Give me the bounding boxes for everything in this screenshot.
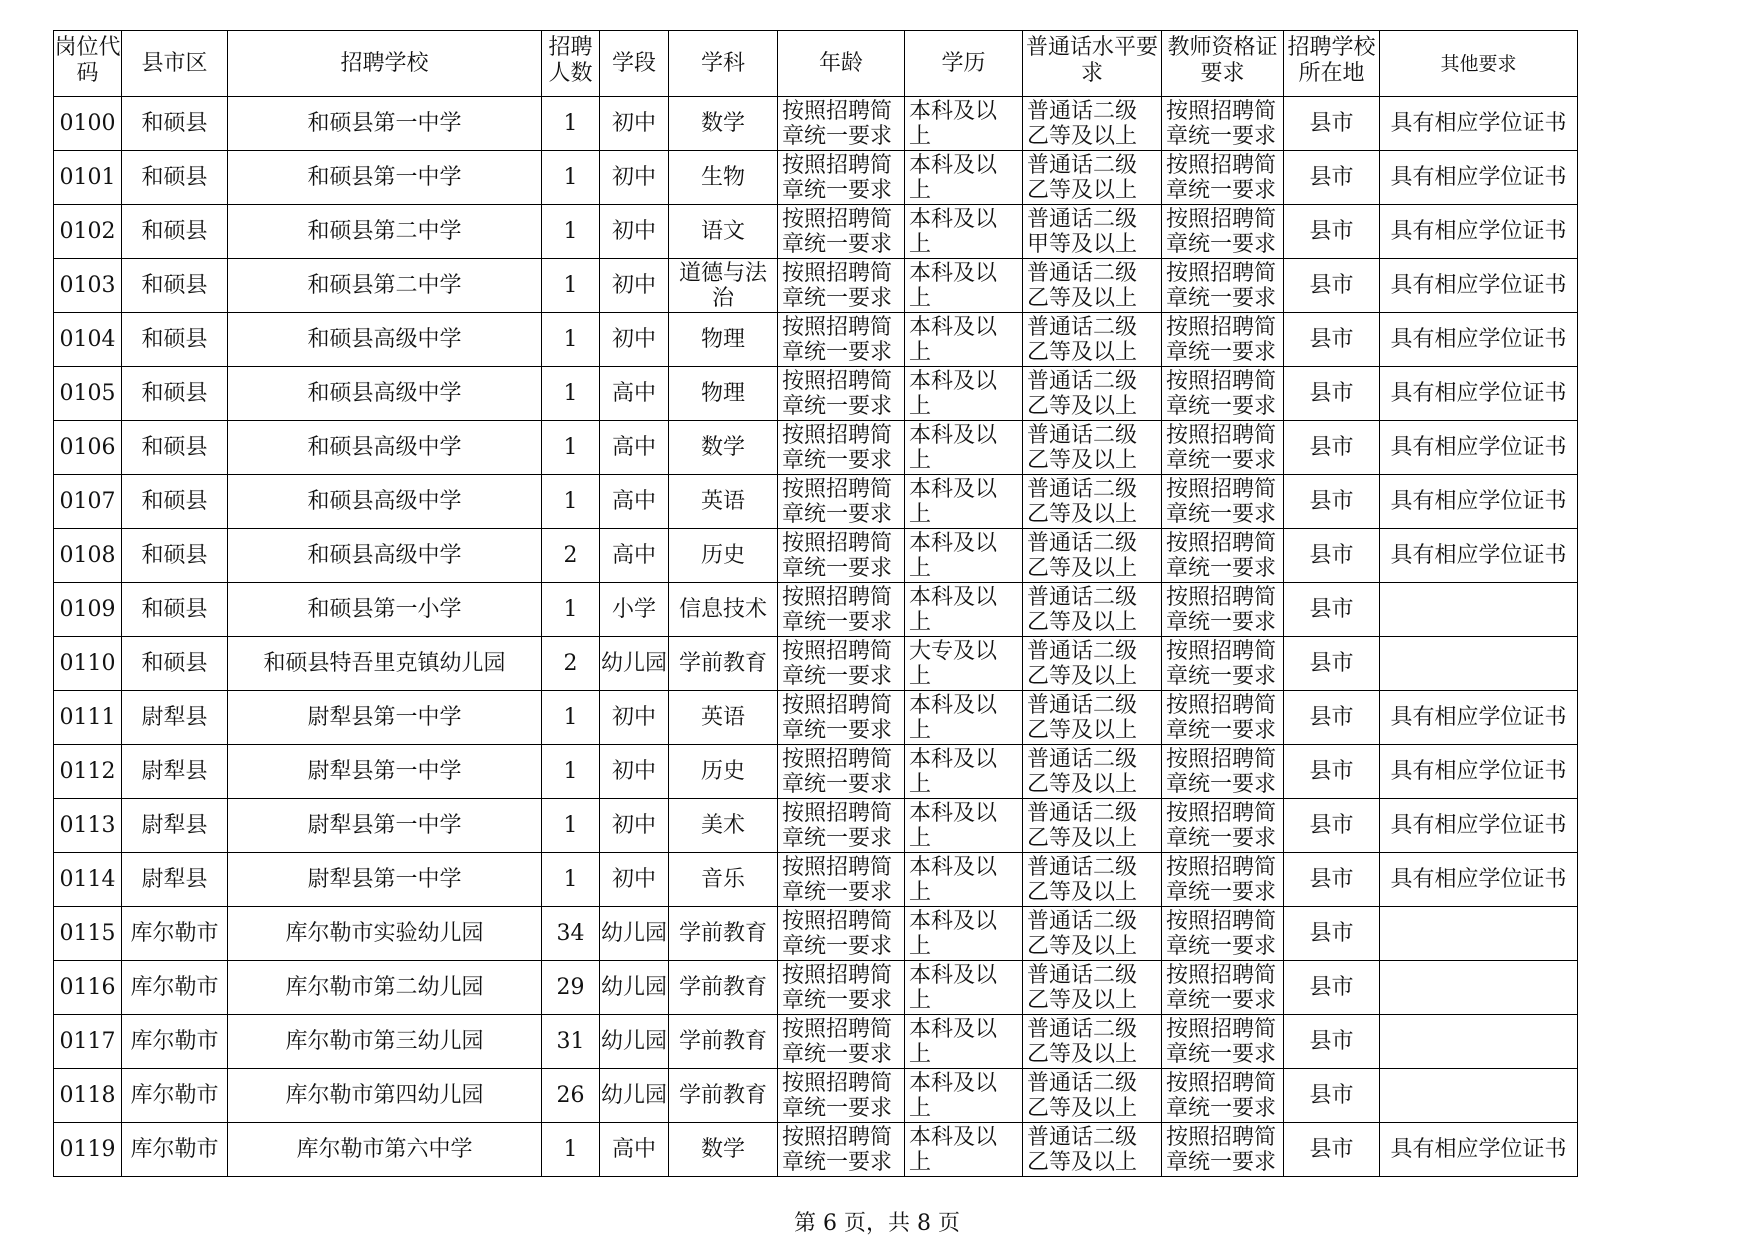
- cell-stage: 高中: [600, 475, 669, 529]
- cell-county: 库尔勒市: [122, 1069, 228, 1123]
- cell-stage: 初中: [600, 97, 669, 151]
- cell-other: [1380, 583, 1578, 637]
- cell-stage: 高中: [600, 529, 669, 583]
- cell-subject: 英语: [669, 691, 778, 745]
- cell-other: 具有相应学位证书: [1380, 1123, 1578, 1177]
- cell-other: 具有相应学位证书: [1380, 853, 1578, 907]
- cell-school-location: 县市: [1284, 1069, 1380, 1123]
- cell-stage: 高中: [600, 421, 669, 475]
- cell-county: 和硕县: [122, 421, 228, 475]
- cell-stage: 初中: [600, 205, 669, 259]
- header-cell-other: 其他要求: [1380, 31, 1578, 97]
- cell-teacher-cert: 按照招聘简章统一要求: [1162, 583, 1284, 637]
- table-row: [54, 637, 1578, 691]
- cell-mandarin: 普通话二级乙等及以上: [1023, 421, 1162, 475]
- cell-school: 和硕县第二中学: [228, 205, 542, 259]
- table-row: [54, 205, 1578, 259]
- cell-county: 和硕县: [122, 529, 228, 583]
- cell-age: 按照招聘简章统一要求: [778, 799, 905, 853]
- cell-school-location: 县市: [1284, 367, 1380, 421]
- cell-post-code: 0112: [54, 745, 122, 799]
- cell-subject: 音乐: [669, 853, 778, 907]
- cell-mandarin: 普通话二级乙等及以上: [1023, 745, 1162, 799]
- cell-teacher-cert: 按照招聘简章统一要求: [1162, 259, 1284, 313]
- cell-stage: 初中: [600, 151, 669, 205]
- cell-headcount: 1: [542, 421, 600, 475]
- cell-age: 按照招聘简章统一要求: [778, 313, 905, 367]
- cell-county: 和硕县: [122, 151, 228, 205]
- cell-mandarin: 普通话二级乙等及以上: [1023, 637, 1162, 691]
- cell-teacher-cert: 按照招聘简章统一要求: [1162, 691, 1284, 745]
- cell-post-code: 0104: [54, 313, 122, 367]
- cell-headcount: 31: [542, 1015, 600, 1069]
- cell-education: 本科及以上: [905, 799, 1023, 853]
- cell-stage: 初中: [600, 799, 669, 853]
- cell-headcount: 2: [542, 637, 600, 691]
- cell-education: 本科及以上: [905, 529, 1023, 583]
- cell-teacher-cert: 按照招聘简章统一要求: [1162, 475, 1284, 529]
- cell-mandarin: 普通话二级乙等及以上: [1023, 691, 1162, 745]
- cell-education: 本科及以上: [905, 205, 1023, 259]
- cell-subject: 生物: [669, 151, 778, 205]
- cell-post-code: 0119: [54, 1123, 122, 1177]
- cell-school-location: 县市: [1284, 151, 1380, 205]
- cell-education: 本科及以上: [905, 421, 1023, 475]
- cell-school: 和硕县第一中学: [228, 151, 542, 205]
- header-cell-school-location: 招聘学校所在地: [1284, 31, 1380, 97]
- cell-education: 本科及以上: [905, 583, 1023, 637]
- cell-stage: 幼儿园: [600, 1015, 669, 1069]
- cell-school: 和硕县高级中学: [228, 475, 542, 529]
- cell-post-code: 0102: [54, 205, 122, 259]
- cell-subject: 物理: [669, 313, 778, 367]
- cell-post-code: 0111: [54, 691, 122, 745]
- cell-school: 尉犁县第一中学: [228, 745, 542, 799]
- cell-stage: 小学: [600, 583, 669, 637]
- cell-age: 按照招聘简章统一要求: [778, 205, 905, 259]
- cell-other: 具有相应学位证书: [1380, 259, 1578, 313]
- cell-county: 和硕县: [122, 259, 228, 313]
- cell-school: 和硕县第一小学: [228, 583, 542, 637]
- cell-headcount: 1: [542, 313, 600, 367]
- cell-mandarin: 普通话二级乙等及以上: [1023, 367, 1162, 421]
- cell-county: 库尔勒市: [122, 961, 228, 1015]
- cell-county: 尉犁县: [122, 691, 228, 745]
- cell-other: 具有相应学位证书: [1380, 745, 1578, 799]
- cell-school-location: 县市: [1284, 583, 1380, 637]
- cell-age: 按照招聘简章统一要求: [778, 529, 905, 583]
- cell-headcount: 1: [542, 367, 600, 421]
- cell-teacher-cert: 按照招聘简章统一要求: [1162, 529, 1284, 583]
- header-cell-teacher-cert: 教师资格证要求: [1162, 31, 1284, 97]
- cell-other: 具有相应学位证书: [1380, 97, 1578, 151]
- cell-school: 和硕县高级中学: [228, 313, 542, 367]
- cell-school-location: 县市: [1284, 907, 1380, 961]
- cell-teacher-cert: 按照招聘简章统一要求: [1162, 907, 1284, 961]
- cell-education: 大专及以上: [905, 637, 1023, 691]
- cell-county: 和硕县: [122, 205, 228, 259]
- table-body: [54, 31, 1578, 1177]
- cell-education: 本科及以上: [905, 907, 1023, 961]
- cell-subject: 语文: [669, 205, 778, 259]
- cell-teacher-cert: 按照招聘简章统一要求: [1162, 799, 1284, 853]
- cell-headcount: 1: [542, 475, 600, 529]
- cell-post-code: 0101: [54, 151, 122, 205]
- cell-other: 具有相应学位证书: [1380, 421, 1578, 475]
- header-cell-mandarin: 普通话水平要求: [1023, 31, 1162, 97]
- table-row: [54, 367, 1578, 421]
- cell-school-location: 县市: [1284, 205, 1380, 259]
- cell-mandarin: 普通话二级乙等及以上: [1023, 259, 1162, 313]
- header-cell-subject: 学科: [669, 31, 778, 97]
- table-row: [54, 151, 1578, 205]
- header-cell-age: 年龄: [778, 31, 905, 97]
- cell-post-code: 0105: [54, 367, 122, 421]
- table-row: [54, 907, 1578, 961]
- cell-teacher-cert: 按照招聘简章统一要求: [1162, 421, 1284, 475]
- cell-other: [1380, 637, 1578, 691]
- cell-mandarin: 普通话二级乙等及以上: [1023, 97, 1162, 151]
- cell-education: 本科及以上: [905, 97, 1023, 151]
- cell-teacher-cert: 按照招聘简章统一要求: [1162, 151, 1284, 205]
- cell-mandarin: 普通话二级乙等及以上: [1023, 151, 1162, 205]
- cell-other: 具有相应学位证书: [1380, 691, 1578, 745]
- header-cell-school: 招聘学校: [228, 31, 542, 97]
- cell-teacher-cert: 按照招聘简章统一要求: [1162, 205, 1284, 259]
- cell-mandarin: 普通话二级乙等及以上: [1023, 1123, 1162, 1177]
- cell-other: 具有相应学位证书: [1380, 475, 1578, 529]
- cell-post-code: 0110: [54, 637, 122, 691]
- cell-post-code: 0103: [54, 259, 122, 313]
- cell-teacher-cert: 按照招聘简章统一要求: [1162, 853, 1284, 907]
- cell-headcount: 1: [542, 259, 600, 313]
- cell-subject: 学前教育: [669, 907, 778, 961]
- cell-subject: 数学: [669, 421, 778, 475]
- cell-age: 按照招聘简章统一要求: [778, 691, 905, 745]
- cell-education: 本科及以上: [905, 691, 1023, 745]
- cell-other: 具有相应学位证书: [1380, 799, 1578, 853]
- cell-headcount: 1: [542, 97, 600, 151]
- cell-teacher-cert: 按照招聘简章统一要求: [1162, 313, 1284, 367]
- cell-school: 和硕县高级中学: [228, 529, 542, 583]
- cell-stage: 幼儿园: [600, 637, 669, 691]
- header-cell-stage: 学段: [600, 31, 669, 97]
- cell-mandarin: 普通话二级乙等及以上: [1023, 529, 1162, 583]
- table-row: [54, 799, 1578, 853]
- table-row: [54, 1069, 1578, 1123]
- table-row: [54, 583, 1578, 637]
- cell-school: 库尔勒市实验幼儿园: [228, 907, 542, 961]
- cell-other: 具有相应学位证书: [1380, 151, 1578, 205]
- cell-headcount: 1: [542, 745, 600, 799]
- cell-school: 和硕县第一中学: [228, 97, 542, 151]
- cell-headcount: 1: [542, 799, 600, 853]
- cell-other: 具有相应学位证书: [1380, 205, 1578, 259]
- cell-other: [1380, 961, 1578, 1015]
- cell-education: 本科及以上: [905, 745, 1023, 799]
- cell-mandarin: 普通话二级乙等及以上: [1023, 799, 1162, 853]
- cell-school: 库尔勒市第二幼儿园: [228, 961, 542, 1015]
- cell-age: 按照招聘简章统一要求: [778, 1015, 905, 1069]
- table-row: [54, 475, 1578, 529]
- cell-subject: 学前教育: [669, 637, 778, 691]
- cell-education: 本科及以上: [905, 259, 1023, 313]
- cell-age: 按照招聘简章统一要求: [778, 961, 905, 1015]
- cell-subject: 学前教育: [669, 961, 778, 1015]
- cell-mandarin: 普通话二级乙等及以上: [1023, 1069, 1162, 1123]
- cell-subject: 道德与法治: [669, 259, 778, 313]
- cell-school: 和硕县高级中学: [228, 367, 542, 421]
- cell-age: 按照招聘简章统一要求: [778, 745, 905, 799]
- cell-stage: 幼儿园: [600, 907, 669, 961]
- cell-county: 尉犁县: [122, 853, 228, 907]
- cell-headcount: 1: [542, 583, 600, 637]
- cell-age: 按照招聘简章统一要求: [778, 97, 905, 151]
- cell-teacher-cert: 按照招聘简章统一要求: [1162, 745, 1284, 799]
- cell-county: 和硕县: [122, 97, 228, 151]
- table-row: [54, 259, 1578, 313]
- cell-mandarin: 普通话二级乙等及以上: [1023, 583, 1162, 637]
- cell-education: 本科及以上: [905, 1123, 1023, 1177]
- cell-school-location: 县市: [1284, 961, 1380, 1015]
- cell-county: 库尔勒市: [122, 1123, 228, 1177]
- cell-mandarin: 普通话二级乙等及以上: [1023, 961, 1162, 1015]
- cell-age: 按照招聘简章统一要求: [778, 367, 905, 421]
- table-row: [54, 529, 1578, 583]
- cell-subject: 数学: [669, 97, 778, 151]
- cell-county: 和硕县: [122, 637, 228, 691]
- table-row: [54, 691, 1578, 745]
- cell-age: 按照招聘简章统一要求: [778, 1123, 905, 1177]
- cell-other: [1380, 1069, 1578, 1123]
- cell-post-code: 0118: [54, 1069, 122, 1123]
- cell-post-code: 0100: [54, 97, 122, 151]
- cell-school-location: 县市: [1284, 1123, 1380, 1177]
- cell-post-code: 0115: [54, 907, 122, 961]
- cell-school-location: 县市: [1284, 259, 1380, 313]
- cell-mandarin: 普通话二级乙等及以上: [1023, 1015, 1162, 1069]
- header-cell-county: 县市区: [122, 31, 228, 97]
- cell-age: 按照招聘简章统一要求: [778, 907, 905, 961]
- table-row: [54, 961, 1578, 1015]
- cell-teacher-cert: 按照招聘简章统一要求: [1162, 961, 1284, 1015]
- cell-stage: 初中: [600, 259, 669, 313]
- cell-stage: 初中: [600, 313, 669, 367]
- cell-school-location: 县市: [1284, 799, 1380, 853]
- cell-subject: 英语: [669, 475, 778, 529]
- cell-stage: 高中: [600, 1123, 669, 1177]
- cell-age: 按照招聘简章统一要求: [778, 637, 905, 691]
- cell-school-location: 县市: [1284, 691, 1380, 745]
- cell-school-location: 县市: [1284, 313, 1380, 367]
- cell-post-code: 0107: [54, 475, 122, 529]
- cell-teacher-cert: 按照招聘简章统一要求: [1162, 367, 1284, 421]
- cell-school: 和硕县特吾里克镇幼儿园: [228, 637, 542, 691]
- header-cell-post-code: 岗位代码: [54, 31, 122, 97]
- cell-other: 具有相应学位证书: [1380, 529, 1578, 583]
- cell-mandarin: 普通话二级乙等及以上: [1023, 475, 1162, 529]
- cell-school-location: 县市: [1284, 745, 1380, 799]
- cell-county: 库尔勒市: [122, 1015, 228, 1069]
- table-row: [54, 853, 1578, 907]
- cell-school: 库尔勒市第六中学: [228, 1123, 542, 1177]
- cell-school: 和硕县高级中学: [228, 421, 542, 475]
- cell-school-location: 县市: [1284, 637, 1380, 691]
- cell-post-code: 0114: [54, 853, 122, 907]
- cell-stage: 高中: [600, 367, 669, 421]
- cell-school: 尉犁县第一中学: [228, 853, 542, 907]
- cell-subject: 信息技术: [669, 583, 778, 637]
- cell-stage: 初中: [600, 691, 669, 745]
- cell-other: [1380, 1015, 1578, 1069]
- cell-post-code: 0113: [54, 799, 122, 853]
- cell-county: 和硕县: [122, 367, 228, 421]
- cell-teacher-cert: 按照招聘简章统一要求: [1162, 1015, 1284, 1069]
- cell-school: 库尔勒市第三幼儿园: [228, 1015, 542, 1069]
- cell-age: 按照招聘简章统一要求: [778, 475, 905, 529]
- cell-mandarin: 普通话二级乙等及以上: [1023, 853, 1162, 907]
- cell-post-code: 0109: [54, 583, 122, 637]
- table-row: [54, 1015, 1578, 1069]
- cell-teacher-cert: 按照招聘简章统一要求: [1162, 1123, 1284, 1177]
- cell-headcount: 34: [542, 907, 600, 961]
- cell-headcount: 1: [542, 853, 600, 907]
- cell-county: 尉犁县: [122, 799, 228, 853]
- cell-stage: 初中: [600, 853, 669, 907]
- cell-education: 本科及以上: [905, 313, 1023, 367]
- table-row: [54, 421, 1578, 475]
- cell-school: 尉犁县第一中学: [228, 691, 542, 745]
- cell-headcount: 29: [542, 961, 600, 1015]
- header-cell-headcount: 招聘人数: [542, 31, 600, 97]
- cell-age: 按照招聘简章统一要求: [778, 421, 905, 475]
- cell-school-location: 县市: [1284, 529, 1380, 583]
- cell-stage: 幼儿园: [600, 961, 669, 1015]
- cell-post-code: 0116: [54, 961, 122, 1015]
- table-row: [54, 97, 1578, 151]
- cell-mandarin: 普通话二级甲等及以上: [1023, 205, 1162, 259]
- cell-post-code: 0117: [54, 1015, 122, 1069]
- cell-other: [1380, 907, 1578, 961]
- cell-post-code: 0106: [54, 421, 122, 475]
- table-row: [54, 1123, 1578, 1177]
- recruitment-table: [53, 30, 1578, 1177]
- table-row: [54, 745, 1578, 799]
- cell-headcount: 1: [542, 1123, 600, 1177]
- cell-county: 和硕县: [122, 475, 228, 529]
- cell-headcount: 1: [542, 151, 600, 205]
- cell-other: 具有相应学位证书: [1380, 313, 1578, 367]
- cell-school-location: 县市: [1284, 475, 1380, 529]
- cell-county: 和硕县: [122, 313, 228, 367]
- cell-headcount: 26: [542, 1069, 600, 1123]
- cell-county: 和硕县: [122, 583, 228, 637]
- cell-teacher-cert: 按照招聘简章统一要求: [1162, 97, 1284, 151]
- cell-school: 和硕县第二中学: [228, 259, 542, 313]
- cell-subject: 数学: [669, 1123, 778, 1177]
- cell-school-location: 县市: [1284, 97, 1380, 151]
- cell-school: 库尔勒市第四幼儿园: [228, 1069, 542, 1123]
- cell-subject: 历史: [669, 529, 778, 583]
- cell-school: 尉犁县第一中学: [228, 799, 542, 853]
- cell-school-location: 县市: [1284, 1015, 1380, 1069]
- cell-headcount: 1: [542, 205, 600, 259]
- cell-education: 本科及以上: [905, 475, 1023, 529]
- cell-stage: 幼儿园: [600, 1069, 669, 1123]
- page-footer: 第 6 页，共 8 页: [794, 1211, 960, 1236]
- cell-headcount: 2: [542, 529, 600, 583]
- cell-mandarin: 普通话二级乙等及以上: [1023, 313, 1162, 367]
- cell-subject: 学前教育: [669, 1069, 778, 1123]
- cell-age: 按照招聘简章统一要求: [778, 1069, 905, 1123]
- cell-post-code: 0108: [54, 529, 122, 583]
- cell-age: 按照招聘简章统一要求: [778, 853, 905, 907]
- cell-teacher-cert: 按照招聘简章统一要求: [1162, 637, 1284, 691]
- header-cell-education: 学历: [905, 31, 1023, 97]
- cell-age: 按照招聘简章统一要求: [778, 151, 905, 205]
- cell-education: 本科及以上: [905, 853, 1023, 907]
- cell-county: 库尔勒市: [122, 907, 228, 961]
- cell-education: 本科及以上: [905, 367, 1023, 421]
- cell-subject: 物理: [669, 367, 778, 421]
- cell-headcount: 1: [542, 691, 600, 745]
- cell-mandarin: 普通话二级乙等及以上: [1023, 907, 1162, 961]
- cell-school-location: 县市: [1284, 421, 1380, 475]
- cell-subject: 美术: [669, 799, 778, 853]
- cell-age: 按照招聘简章统一要求: [778, 259, 905, 313]
- cell-education: 本科及以上: [905, 1069, 1023, 1123]
- cell-education: 本科及以上: [905, 961, 1023, 1015]
- cell-school-location: 县市: [1284, 853, 1380, 907]
- cell-stage: 初中: [600, 745, 669, 799]
- cell-subject: 历史: [669, 745, 778, 799]
- cell-education: 本科及以上: [905, 1015, 1023, 1069]
- cell-county: 尉犁县: [122, 745, 228, 799]
- table-row: [54, 313, 1578, 367]
- cell-other: 具有相应学位证书: [1380, 367, 1578, 421]
- cell-age: 按照招聘简章统一要求: [778, 583, 905, 637]
- header-row: [54, 31, 1578, 97]
- cell-teacher-cert: 按照招聘简章统一要求: [1162, 1069, 1284, 1123]
- cell-subject: 学前教育: [669, 1015, 778, 1069]
- cell-education: 本科及以上: [905, 151, 1023, 205]
